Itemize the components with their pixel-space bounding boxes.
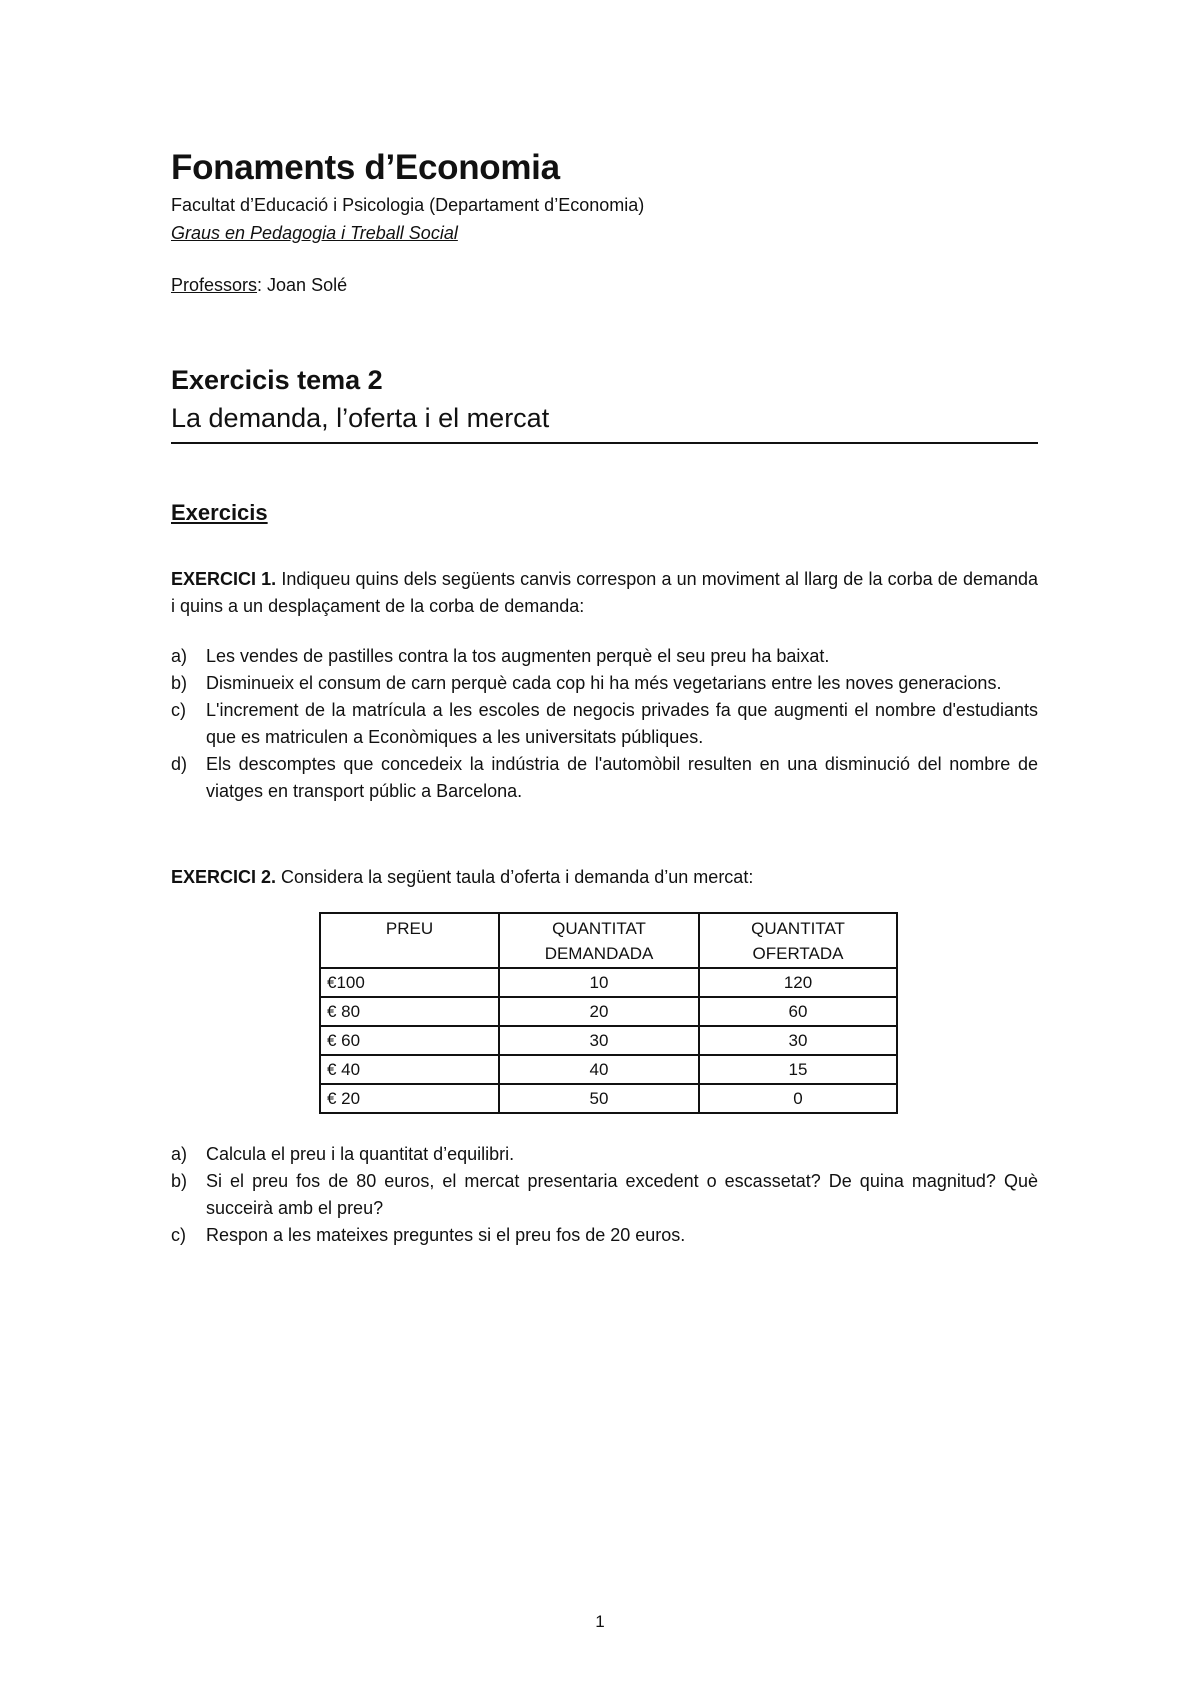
list-item-text: Calcula el preu i la quantitat d’equilibri. bbox=[206, 1144, 515, 1164]
table-cell-demandada: 20 bbox=[499, 997, 699, 1026]
table-cell-demandada: 40 bbox=[499, 1055, 699, 1084]
list-item-text: Si el preu fos de 80 euros, el mercat presentaria excedent o escassetat? De quina magnitud? Què succeirà amb el preu? bbox=[206, 1171, 1038, 1218]
table-row bbox=[320, 1084, 897, 1113]
list-item-marker: a) bbox=[171, 646, 188, 666]
table-cell-preu: € 40 bbox=[320, 1055, 499, 1084]
list-item-text: Respon a les mateixes preguntes si el preu fos de 20 euros. bbox=[206, 1225, 686, 1245]
table-row bbox=[320, 968, 897, 997]
exercise-subtitle: La demanda, l’oferta i el mercat bbox=[171, 400, 1038, 444]
table-cell-preu: € 60 bbox=[320, 1026, 499, 1055]
list-item-marker: d) bbox=[171, 754, 188, 774]
exercici-1-text: Indiqueu quins dels següents canvis correspon a un moviment al llarg de la corba de demanda i quins a un desplaçament de la corba de demanda: bbox=[171, 569, 1039, 616]
table-header-quantitat-ofertada: QUANTITAT OFERTADA bbox=[699, 913, 897, 968]
table-cell-preu: € 20 bbox=[320, 1084, 499, 1113]
table-cell-preu: € 80 bbox=[320, 997, 499, 1026]
section-heading: Exercicis bbox=[171, 500, 268, 525]
degrees-line: Graus en Pedagogia i Treball Social bbox=[171, 223, 458, 243]
table-cell-ofertada: 60 bbox=[699, 997, 897, 1026]
professors-line bbox=[171, 271, 1038, 299]
exercici-1-label: EXERCICI 1. bbox=[171, 569, 277, 589]
list-item bbox=[171, 1222, 1038, 1249]
list-item bbox=[171, 643, 1038, 670]
faculty-line: Facultat d’Educació i Psicologia (Departament d’Economia) bbox=[171, 195, 645, 215]
list-item bbox=[171, 697, 1038, 751]
table-header-row bbox=[320, 913, 897, 968]
exercise-title: Exercicis tema 2 bbox=[171, 365, 383, 395]
list-item-marker: b) bbox=[171, 1171, 188, 1191]
table-row bbox=[320, 1026, 897, 1055]
exercici-1-list bbox=[171, 643, 1038, 805]
exercici-2-list bbox=[171, 1141, 1038, 1249]
table-cell-demandada: 50 bbox=[499, 1084, 699, 1113]
list-item bbox=[171, 751, 1038, 805]
table-header-quantitat-demandada: QUANTITAT DEMANDADA bbox=[499, 913, 699, 968]
list-item-text: Disminueix el consum de carn perquè cada cop hi ha més vegetarians entre les noves generacions. bbox=[206, 673, 1002, 693]
table-cell-ofertada: 120 bbox=[699, 968, 897, 997]
exercici-2-label: EXERCICI 2. bbox=[171, 867, 277, 887]
list-item-marker: b) bbox=[171, 673, 188, 693]
table-cell-preu: €100 bbox=[320, 968, 499, 997]
exercici-1-prompt bbox=[171, 566, 1038, 620]
list-item bbox=[171, 1141, 1038, 1168]
supply-demand-table bbox=[319, 912, 898, 1114]
list-item-marker: a) bbox=[171, 1144, 188, 1164]
list-item bbox=[171, 670, 1038, 697]
list-item-text: Els descomptes que concedeix la indústria de l'automòbil resulten en una disminució del nombre de viatges en transport públic a Barcelona. bbox=[206, 754, 1038, 801]
table-row bbox=[320, 1055, 897, 1084]
list-item-text: L'increment de la matrícula a les escoles de negocis privades fa que augmenti el nombre d'estudiants que es matriculen a Econòmiques a les universitats públiques. bbox=[206, 700, 1038, 747]
course-title: Fonaments d’Economia bbox=[171, 148, 560, 187]
exercici-2-text: Considera la següent taula d’oferta i demanda d’un mercat: bbox=[276, 867, 754, 887]
list-item-marker: c) bbox=[171, 1225, 186, 1245]
page-number: 1 bbox=[595, 1612, 605, 1631]
professors-value: : Joan Solé bbox=[257, 275, 348, 295]
page-content bbox=[171, 145, 1038, 1249]
table-row bbox=[320, 997, 897, 1026]
table-cell-ofertada: 15 bbox=[699, 1055, 897, 1084]
table-cell-demandada: 10 bbox=[499, 968, 699, 997]
list-item-text: Les vendes de pastilles contra la tos augmenten perquè el seu preu ha baixat. bbox=[206, 646, 830, 666]
exercici-2-prompt bbox=[171, 864, 1038, 891]
table-cell-demandada: 30 bbox=[499, 1026, 699, 1055]
list-item-marker: c) bbox=[171, 700, 186, 720]
table-cell-ofertada: 0 bbox=[699, 1084, 897, 1113]
table-header-preu: PREU bbox=[320, 913, 499, 968]
table-cell-ofertada: 30 bbox=[699, 1026, 897, 1055]
list-item bbox=[171, 1168, 1038, 1222]
professors-label: Professors bbox=[171, 275, 258, 295]
